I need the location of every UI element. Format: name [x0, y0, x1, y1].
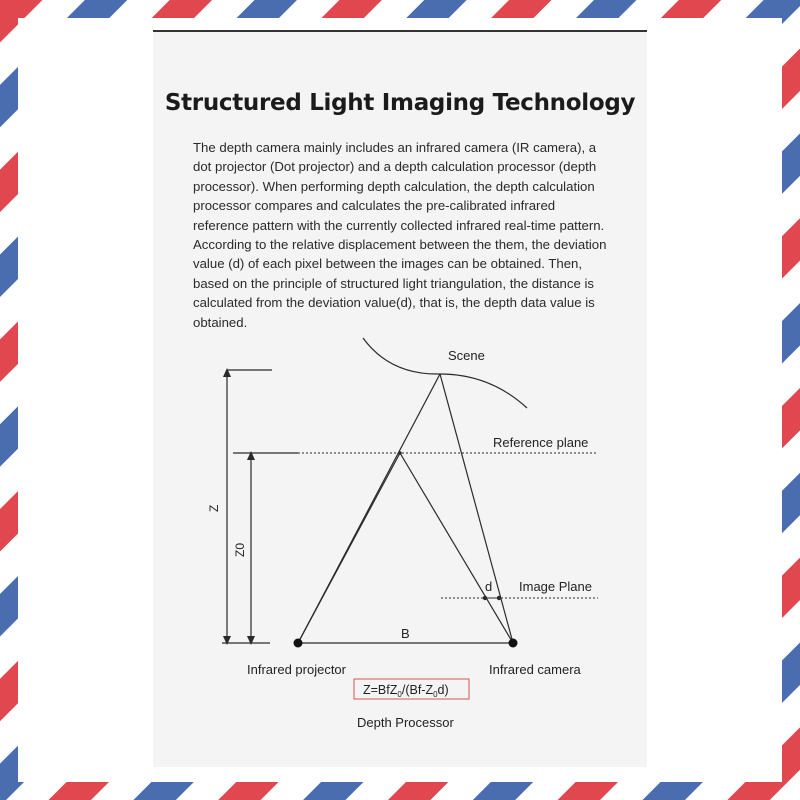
z0-label: Z0 [233, 542, 247, 557]
scene-label: Scene [448, 348, 485, 363]
projector-label: Infrared projector [247, 662, 346, 677]
projector-to-reference-line [298, 453, 400, 643]
reference-to-camera-line [400, 453, 513, 643]
scene-curve [363, 338, 527, 408]
camera-dot [509, 639, 518, 648]
baseline-label: B [401, 626, 410, 641]
reference-plane-label: Reference plane [493, 435, 589, 450]
page-title: Structured Light Imaging Technology [164, 90, 636, 116]
image-plane-label: Image Plane [519, 579, 592, 594]
formula-text: $Z=BfZ_0/(Bf-Z_0d)$ [363, 683, 449, 699]
scene-to-camera-line [440, 374, 513, 643]
projector-dot [294, 639, 303, 648]
d-label: d [485, 579, 493, 594]
description-text: The depth camera mainly includes an infrared camera (IR camera), a dot projector (Dot projector) and a depth calculation processor (depth processor). When performing depth calculation, the depth calculation processor compares and calculates the pre-calibrated infrared reference pattern with the currently collected infrared real-time pattern. According to the relative displacement between the them, the deviation value (d) of each pixel between the images can be obtained. Then, based on the principle of structured light triangulation, the distance is calculated from the deviation value(d), that is, the depth data value is obtained. [193, 140, 607, 330]
z-label: Z [207, 504, 221, 512]
camera-label: Infrared camera [489, 662, 581, 677]
processor-label: Depth Processor [357, 715, 454, 730]
